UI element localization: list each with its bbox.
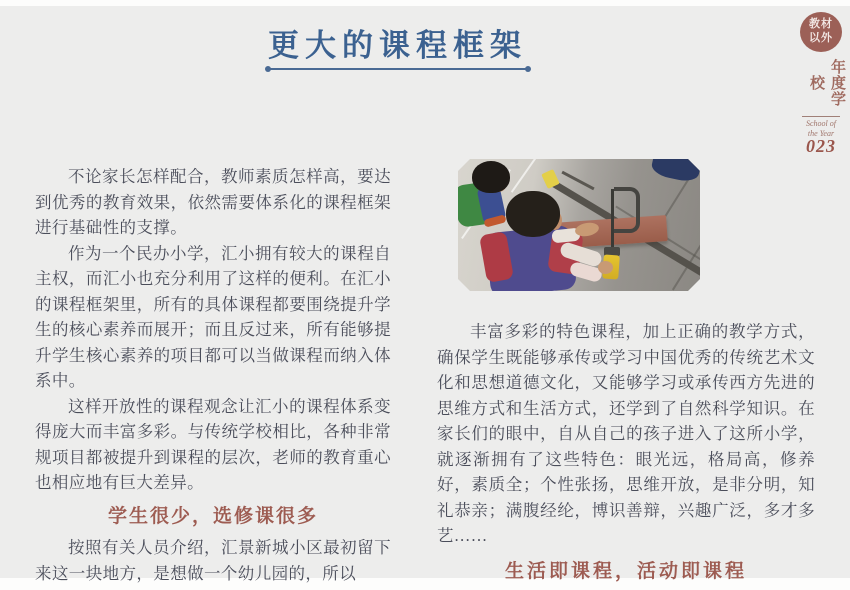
badge-line2: 以外 [809, 32, 833, 44]
paragraph: 不论家长怎样配合，教师素质怎样高，要达到优秀的教育效果，依然需要体系化的课程框架进行基础性的支撑。 [35, 167, 391, 237]
photo-children-sawing-board [458, 159, 700, 291]
photo-saw-frame [614, 187, 640, 233]
beyond-textbook-badge [800, 12, 842, 52]
paragraph: 这样开放性的课程观念让汇小的课程体系变得庞大而丰富多彩。与传统学校相比，各种非常规项目都被提升到课程的层次，老师的教育重心也相应地有巨大差异。 [35, 396, 391, 492]
sidebar-divider [802, 116, 840, 117]
subheading-life-is-curriculum: 生活即课程，活动即课程 [504, 560, 747, 582]
badge-line1: 教材 [809, 18, 833, 31]
photo-saw-blade [611, 189, 614, 255]
photo-shoe [650, 159, 700, 184]
paragraph: 作为一个民办小学，汇小拥有较大的课程自主权，而汇小也充分利用了这样的便利。在汇小的课程框架里，所有的具体课程都要围绕提升学生的核心素养而展开；而且反过来，所有能够提升学生核心素养的项目都可以当做课程而纳入体系中。 [35, 243, 391, 390]
subheading-few-students-many-electives: 学生很少，选修课很多 [107, 505, 318, 527]
series-title-english-line1: School of [806, 119, 836, 128]
photo-child1-hair [472, 161, 510, 193]
title-underline [268, 68, 528, 70]
page-title: 更大的课程框架 [268, 28, 527, 63]
page-number: 023 [806, 136, 836, 156]
photo-child2-hair [506, 191, 560, 237]
photo-hand-on-saw [598, 261, 613, 274]
series-title-english-line2: the Year [807, 129, 835, 138]
paragraph: 丰富多彩的特色课程，加上正确的教学方式，确保学生既能够承传或学习中国优秀的传统艺术文化和思想道德文化，又能够学习或承传西方先进的思维方式和生活方式，还学到了自然科学知识。在家长们的眼中，自从自己的孩子进入了这所小学，就逐渐拥有了这些特色：眼光远，格局高，修养好，素质全；个性张扬，思维开放，是非分明，知礼恭亲；满腹经纶，博识善辩，兴趣广泛，多才多艺…… [437, 322, 815, 545]
right-text-column [437, 152, 815, 590]
series-title-vertical: 年度学校 [808, 59, 845, 107]
paragraph: 按照有关人员介绍，汇景新城小区最初留下来这一块地方，是想做一个幼儿园的，所以 [35, 538, 391, 583]
book-page [0, 6, 850, 583]
left-text-column [35, 164, 391, 586]
